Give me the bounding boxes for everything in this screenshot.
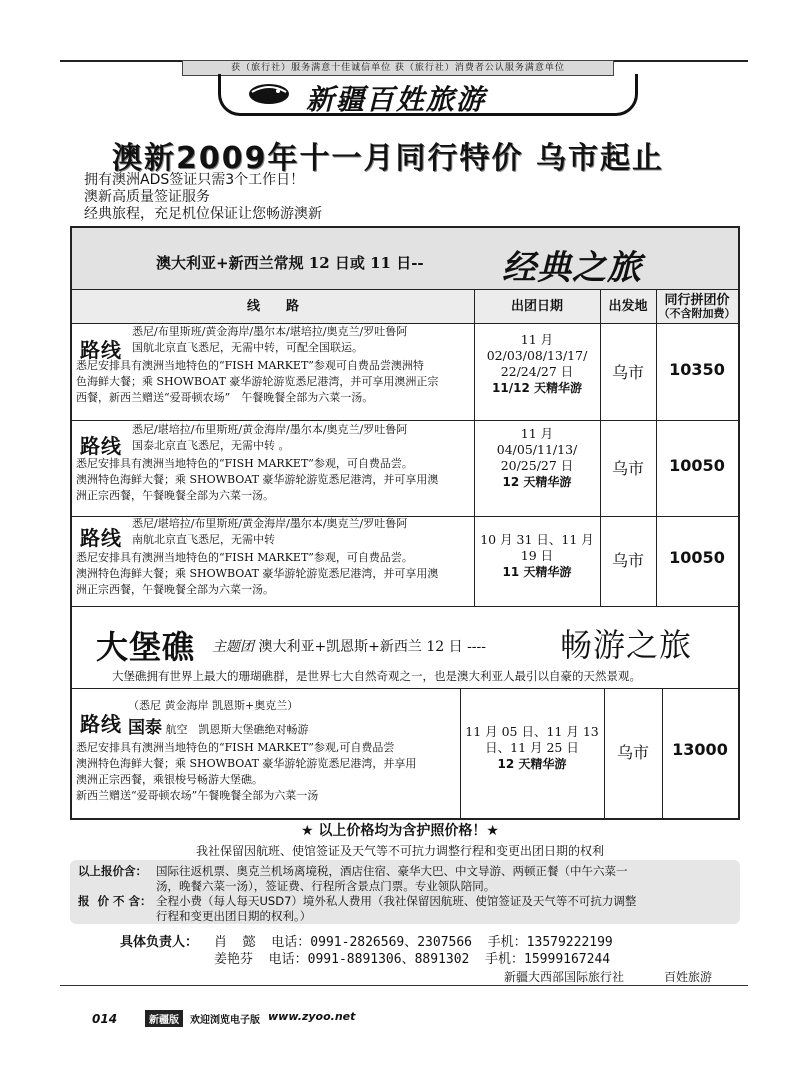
route-flight: 国泰北京直飞悉尼，无需中转 。: [132, 439, 290, 452]
excluded-line: 全程小费（每人每天USD7）境外私人费用（我社保留因航班、使馆签证及天气等不可抗力调整: [156, 894, 637, 908]
desc-line: 悉尼安排具有澳洲当地特色的“FISH MARKET”参观,可自费品尝: [76, 741, 395, 754]
award-banner: 获（旅行社）服务满意十佳诚信单位 获（旅行社）消费者公认服务满意单位: [182, 60, 614, 76]
desc-line: 悉尼安排具有澳洲当地特色的“FISH MARKET”参观，可自费品尝。: [76, 457, 413, 470]
route-label: 路线: [80, 338, 122, 362]
departure-dates: [474, 426, 600, 490]
date-days: 04/05/11/13/: [496, 442, 578, 457]
footer-url[interactable]: www.zyoo.net: [268, 1010, 356, 1023]
brand-logo-text: 新疆百姓旅游: [306, 83, 487, 116]
excluded-label: 报 价 不 含：: [78, 894, 152, 908]
tour-price: 13000: [672, 740, 728, 759]
date-days: 日、11 月 25 日: [485, 740, 579, 755]
intro-line: 拥有澳洲ADS签证只需3个工作日！: [84, 172, 305, 188]
classic-tour-subtitle: 澳大利亚+新西兰常规 12 日或 11 日--: [156, 254, 424, 272]
agency-name: 新疆大西部国际旅行社: [504, 970, 625, 984]
page-headline: 澳新2009年十一月同行特价 乌市起止: [112, 141, 664, 176]
edition-badge: 新疆版: [145, 1010, 183, 1027]
date-month: 10 月 31 日、11 月: [480, 532, 594, 547]
included-line: 汤，晚餐六菜一汤），签证费、行程所含景点门票。专业领队陪同。: [156, 879, 496, 893]
tour-price: 10050: [669, 456, 725, 475]
price-terms-box: [70, 860, 740, 924]
contact-person: 肖 懿 电话：0991-2826569、2307566 手机：13579222199: [214, 935, 613, 950]
column-header-departure: 出发地: [600, 290, 656, 324]
tour-length: 12 天精华游: [502, 475, 572, 489]
excluded-line: 行程和变更出团日期的权利。）: [156, 909, 312, 923]
date-days: 20/25/27 日: [500, 458, 574, 473]
date-days: 19 日: [520, 548, 554, 563]
date-month: 11 月: [520, 426, 554, 441]
departure-dates: [474, 332, 600, 396]
row-divider: [72, 606, 738, 607]
tour-table: [70, 226, 740, 820]
date-days: 11 月 05 日、11 月 13: [465, 724, 599, 739]
row-divider: [72, 688, 738, 689]
column-header-dates: 出团日期: [474, 290, 600, 324]
date-days: 02/03/08/13/17/: [486, 348, 588, 363]
desc-line: 悉尼安排具有澳洲当地特色的“FISH MARKET”参观，可自费品尝。: [76, 551, 413, 564]
departure-city: 乌市: [611, 459, 644, 478]
departure-city: 乌市: [611, 551, 644, 570]
tour-price: 10050: [669, 548, 725, 567]
classic-tour-banner: [72, 228, 738, 290]
desc-line: 洲正宗西餐，午餐晚餐全部为六菜一汤。: [76, 489, 274, 502]
column-header-price: [656, 290, 738, 324]
intro-line: 经典旅程，充足机位保证让您畅游澳新: [84, 206, 322, 222]
departure-city: 乌市: [611, 363, 644, 382]
route-stops: 悉尼/布里斯班/黄金海岸/墨尔本/堪培拉/奥克兰/罗吐鲁阿: [132, 325, 408, 338]
tour-length: 12 天精华游: [497, 757, 567, 771]
rights-notice: 我社保留因航班、使馆签证及天气等不可抗力调整行程和变更出团日期的权利: [195, 844, 604, 858]
desc-line: 悉尼安排具有澳洲当地特色的“FISH MARKET”参观可自费品尝澳洲特: [76, 359, 424, 372]
route-stops: （悉尼 黄金海岸 凯恩斯+奥克兰）: [128, 699, 299, 712]
route-label: 路线: [80, 434, 122, 458]
airline-name: 国泰: [128, 718, 162, 738]
contact-label: 具体负责人：: [120, 935, 199, 950]
tour-length: 11 天精华游: [502, 565, 572, 579]
departure-city: 乌市: [616, 743, 649, 762]
reef-tour-title: 大堡礁: [96, 628, 196, 666]
page-number: 014: [92, 1012, 118, 1026]
airline-detail: 航空 凯恩斯大堡礁绝对畅游: [162, 723, 309, 736]
route-label: 路线: [80, 712, 122, 736]
agency-brand: 百姓旅游: [664, 970, 713, 984]
footer-text: 欢迎浏览电子版: [190, 1015, 260, 1026]
route-description: [76, 456, 438, 504]
classic-tour-title: 经典之旅: [502, 248, 642, 288]
passport-price-notice: ★ 以上价格均为含护照价格！★: [301, 823, 499, 839]
route-label: 路线: [80, 526, 122, 550]
column-header-route: 线 路: [72, 290, 474, 324]
desc-line: 澳洲正宗西餐，乘银梭号畅游大堡礁。: [76, 773, 263, 786]
route-description: [76, 740, 416, 804]
desc-line: 新西兰赠送“爱哥顿农场”午餐晚餐全部为六菜一汤: [76, 789, 319, 802]
route-flight: 南航北京直飞悉尼，无需中转: [132, 533, 275, 546]
included-label: 以上报价含：: [78, 864, 147, 878]
departure-dates: [474, 532, 600, 580]
reef-description: 大堡礁拥有世界上最大的珊瑚礁群，是世界七大自然奇观之一，也是澳大利亚人最引以自豪的天然景观。: [112, 669, 641, 683]
tour-price: 10350: [669, 360, 725, 379]
reef-route-label: 澳大利亚+凯恩斯+新西兰 12 日 ----: [254, 639, 486, 655]
date-days: 22/24/27 日: [500, 364, 574, 379]
date-month: 11 月: [520, 332, 554, 347]
departure-dates: [460, 724, 604, 772]
desc-line: 西餐，新西兰赠送“爱哥顿农场” 午餐晚餐全部为六菜一汤。: [76, 391, 374, 404]
desc-line: 澳洲特色海鲜大餐；乘 SHOWBOAT 豪华游轮游览悉尼港湾，并可享用澳: [76, 473, 439, 486]
intro-line: 澳新高质量签证服务: [84, 189, 210, 205]
price-header-line2: （不含附加费）: [658, 306, 736, 320]
reef-theme-label: 主题团: [212, 639, 254, 655]
route-flight: 国航北京直飞悉尼，无需中转，可配全国联运。: [132, 341, 363, 354]
desc-line: 色海鲜大餐；乘 SHOWBOAT 豪华游轮游览悉尼港湾，并可享用澳洲正宗: [76, 375, 439, 388]
reef-tour-subtitle: [212, 636, 486, 656]
price-header-line1: 同行拼团价: [664, 292, 730, 308]
intro-block: [84, 172, 322, 223]
included-line: 国际往返机票、奥克兰机场离境税，酒店住宿、豪华大巴、中文导游、两顿正餐（中午六菜一: [156, 864, 628, 878]
desc-line: 洲正宗西餐，午餐晚餐全部为六菜一汤。: [76, 583, 274, 596]
contact-person: 姜艳芬 电话：0991-8891306、8891302 手机：15999167244: [214, 952, 611, 967]
route-description: [76, 358, 438, 406]
tour-length: 11/12 天精华游: [492, 381, 582, 395]
route-stops: 悉尼/堪培拉/布里斯班/黄金海岸/墨尔本/奥克兰/罗吐鲁阿: [132, 517, 408, 530]
route-stops: 悉尼/堪培拉/布里斯班/黄金海岸/墨尔本/奥克兰/罗吐鲁阿: [132, 423, 408, 436]
route-description: [76, 550, 438, 598]
bottom-rule: [60, 985, 748, 986]
bird-logo-icon: [246, 80, 292, 106]
row-divider: [72, 420, 738, 421]
reef-tour-slogan: 畅游之旅: [560, 626, 693, 664]
desc-line: 澳洲特色海鲜大餐；乘 SHOWBOAT 豪华游轮游览悉尼港湾，并享用: [76, 757, 417, 770]
desc-line: 澳洲特色海鲜大餐；乘 SHOWBOAT 豪华游轮游览悉尼港湾，并可享用澳: [76, 567, 439, 580]
route-flight: [128, 720, 309, 738]
